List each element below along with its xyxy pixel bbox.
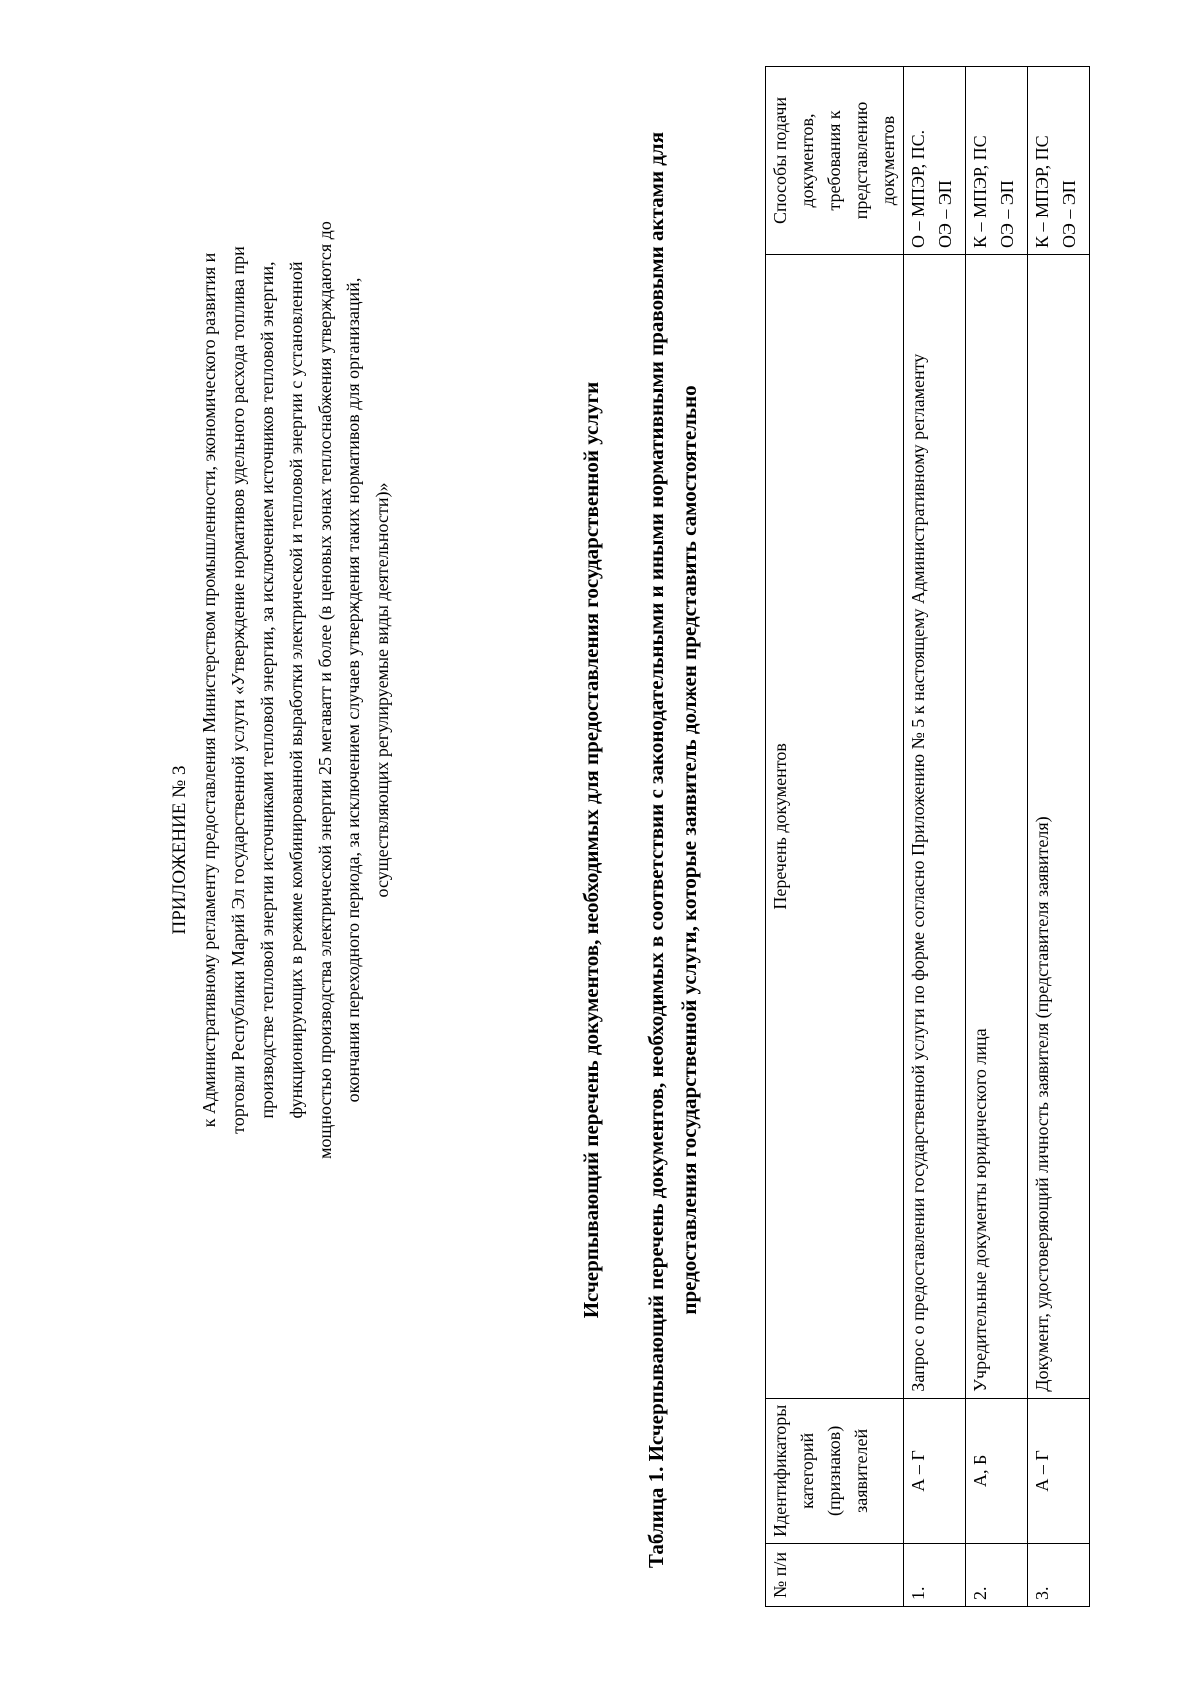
- header-documents: Перечень документов: [766, 255, 904, 1399]
- methods-line: ОЭ – ЭП: [935, 180, 955, 248]
- appendix-text: к Административному регламенту предоставления Министерством промышленности, экономического развития и торговли Республики Марий Эл государственной услуги «Утверждение нормативов удельного расхода топлива при производстве тепловой энергии источниками тепловой энергии, за исключением источников тепловой энергии, функционирующих в режиме комбинированной выработки электрической и тепловой энергии с установленной мощностью производства электрической энергии 25 мегаватт и более (в ценовых зонах теплоснабжения утверждаются до окончания переходного периода, за исключением случаев утверждения таких нормативов для организаций, осуществляющих регулируемые виды деятельности)»: [199, 221, 393, 1159]
- row-documents: Документ, удостоверяющий личность заявителя (представителя заявителя): [1028, 255, 1090, 1399]
- documents-table: [765, 66, 1090, 1607]
- rotated-page-content: [100, 70, 1100, 1630]
- header-methods: Способы подачи документов, требования к представлению документов: [766, 67, 904, 255]
- methods-line: ОЭ – ЭП: [1059, 180, 1079, 248]
- table-row: [1028, 67, 1090, 1607]
- row-methods: [1028, 67, 1090, 255]
- row-categories: А – Г: [904, 1398, 966, 1543]
- methods-line: К – МПЭР, ПС: [1032, 135, 1052, 248]
- row-num: 3.: [1028, 1544, 1090, 1607]
- table-header-row: [766, 67, 904, 1607]
- methods-line: К – МПЭР, ПС: [970, 135, 990, 248]
- methods-line: О – МПЭР, ПС.: [908, 129, 928, 248]
- table-title: Таблица 1. Исчерпывающий перечень документов, необходимых в соответствии с законодательными и иными нормативными правовыми актами для предоставления государственной услуги, которые заявитель должен представить самостоятельно: [644, 131, 701, 1569]
- row-num: 2.: [966, 1544, 1028, 1607]
- row-documents: Учредительные документы юридического лица: [966, 255, 1028, 1399]
- header-categories: Идентификаторы категорий (признаков) заявителей: [766, 1398, 904, 1543]
- row-num: 1.: [904, 1544, 966, 1607]
- methods-line: ОЭ – ЭП: [997, 180, 1017, 248]
- row-documents: Запрос о предоставлении государственной услуги по форме согласно Приложению № 5 к настоящему Административному регламенту: [904, 255, 966, 1399]
- row-categories: А – Г: [1028, 1398, 1090, 1543]
- row-categories: А, Б: [966, 1398, 1028, 1543]
- appendix-block: [165, 70, 397, 1630]
- header-num: № п/и: [766, 1544, 904, 1607]
- appendix-title: ПРИЛОЖЕНИЕ № 3: [169, 765, 190, 935]
- row-methods: [966, 67, 1028, 255]
- table-row: [904, 67, 966, 1607]
- table-row: [966, 67, 1028, 1607]
- section-heading: Исчерпывающий перечень документов, необходимых для предоставления государственной услуги: [579, 381, 603, 1319]
- row-methods: [904, 67, 966, 255]
